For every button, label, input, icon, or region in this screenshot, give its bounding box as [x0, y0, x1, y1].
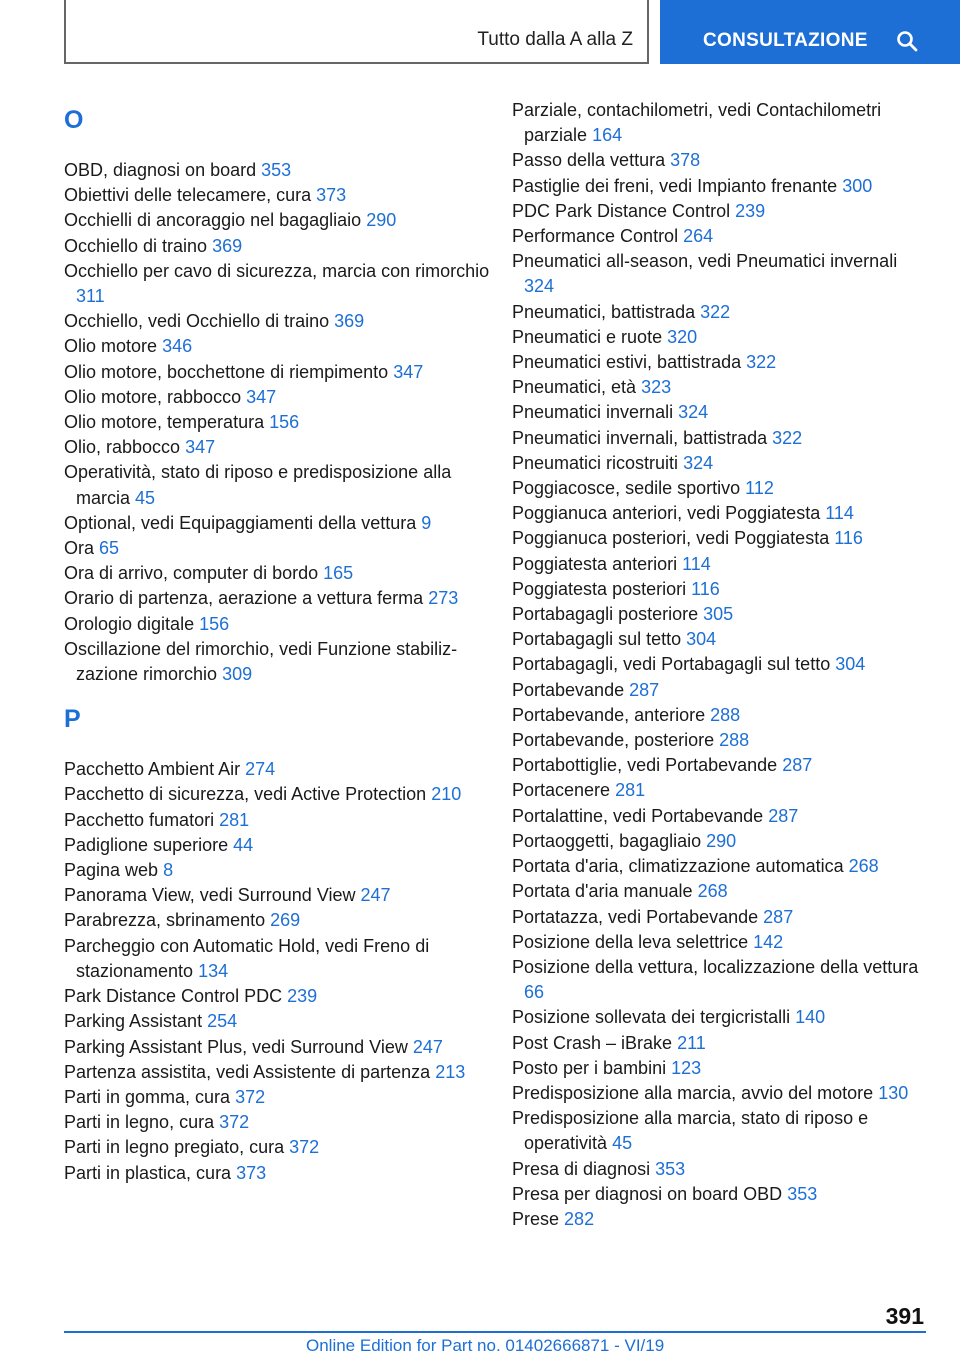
page-link[interactable]: 65	[99, 538, 120, 559]
page-link[interactable]: 211	[677, 1032, 706, 1053]
page-link[interactable]: 273	[428, 588, 459, 609]
entry-text: Pneumatici invernali, battistrada	[512, 427, 768, 448]
page-link[interactable]: 116	[834, 528, 863, 549]
index-entry	[512, 1056, 932, 1081]
page-link[interactable]: 369	[334, 311, 365, 332]
index-entry	[64, 158, 494, 183]
page-link[interactable]: 353	[261, 160, 292, 180]
page-link[interactable]: 287	[763, 906, 794, 927]
index-entry	[512, 854, 932, 879]
index-entry	[512, 1207, 932, 1232]
entry-text: Portabagagli posteriore	[512, 604, 699, 625]
index-entry	[64, 1161, 494, 1186]
entry-text: Prese	[512, 1208, 560, 1229]
page-link[interactable]: 247	[412, 1036, 443, 1057]
entry-text: Pacchetto di sicurezza, vedi Active Protection	[64, 784, 427, 805]
footer-divider	[64, 1331, 926, 1333]
page-link[interactable]: 290	[366, 210, 397, 231]
page-link[interactable]: 290	[706, 830, 737, 851]
entry-text: Passo della vettura	[512, 150, 666, 171]
page-number: 391	[885, 1303, 924, 1329]
entry-text: Poggianuca posteriori, vedi Poggiatesta	[512, 528, 830, 549]
page-link[interactable]: 254	[207, 1011, 238, 1032]
page-link[interactable]: 156	[199, 613, 230, 634]
page-link[interactable]: 140	[795, 1007, 826, 1028]
entry-text: Optional, vedi Equipaggiamenti della vettura	[64, 512, 417, 533]
entry-text: Portata d'aria, climatizzazione automatica	[512, 856, 844, 877]
page-link[interactable]: 123	[671, 1057, 702, 1078]
entry-text: Parcheggio con Automatic Hold, vedi Freno di stazionamento	[64, 935, 430, 981]
index-entry	[64, 637, 494, 687]
entry-text: Pneumatici ricostruiti	[512, 452, 679, 473]
page-link[interactable]: 300	[842, 175, 873, 196]
index-entry	[64, 360, 494, 385]
index-entry	[512, 148, 932, 173]
page-link[interactable]: 45	[612, 1133, 633, 1154]
page-link[interactable]: 347	[185, 437, 216, 458]
page-link[interactable]: 324	[683, 452, 714, 473]
index-entry	[512, 879, 932, 904]
entry-text: Post Crash – iBrake	[512, 1032, 673, 1053]
entry-text: Portabevande, posteriore	[512, 730, 715, 751]
index-entry	[512, 1081, 932, 1106]
entry-text: PDC Park Distance Control	[512, 200, 731, 221]
breadcrumb-tab[interactable]	[64, 0, 649, 64]
index-entry	[512, 325, 932, 350]
index-entry	[64, 858, 494, 883]
index-entry	[512, 577, 932, 602]
page-link[interactable]: 287	[629, 679, 660, 700]
entry-text: Portaoggetti, bagagliaio	[512, 830, 702, 851]
index-column-right	[512, 98, 932, 1232]
entry-text: Portabagagli, vedi Portabagagli sul tetto	[512, 654, 831, 675]
index-entry	[512, 552, 932, 577]
index-entry	[64, 833, 494, 858]
search-icon[interactable]	[896, 30, 918, 52]
entry-text: Portabevande	[512, 679, 625, 700]
section-label: CONSULTAZIONE	[703, 30, 868, 51]
footer-edition: Online Edition for Part no. 01402666871 - VI/19	[306, 1336, 665, 1355]
entry-text: Pastiglie dei freni, vedi Impianto frenante	[512, 175, 838, 196]
index-entry	[64, 561, 494, 586]
index-entry	[512, 652, 932, 677]
index-entry	[512, 249, 932, 299]
page-link[interactable]: 373	[316, 185, 347, 206]
index-entry	[64, 259, 494, 309]
entry-text: Ora	[64, 538, 95, 559]
entry-text: Occhiello di traino	[64, 235, 208, 256]
index-entry	[512, 930, 932, 955]
index-list-p-right	[512, 98, 932, 1232]
entry-text: Parabrezza, sbrinamento	[64, 910, 266, 931]
index-entry	[64, 908, 494, 933]
entry-text: Posto per i bambini	[512, 1057, 667, 1078]
entry-text: Pagina web	[64, 860, 159, 881]
page-link[interactable]: 8	[163, 860, 174, 881]
page-link[interactable]: 282	[564, 1208, 595, 1229]
entry-text: Predisposizione alla marcia, avvio del motore	[512, 1082, 874, 1103]
page-link[interactable]: 134	[198, 960, 229, 981]
page-link[interactable]: 287	[768, 805, 799, 826]
page-link[interactable]: 287	[782, 755, 813, 776]
entry-text: Partenza assistita, vedi Assistente di partenza	[64, 1061, 431, 1082]
index-entry	[64, 883, 494, 908]
page-link[interactable]: 378	[670, 150, 701, 171]
index-entry	[512, 627, 932, 652]
index-entry	[64, 1009, 494, 1034]
page-link[interactable]: 288	[710, 704, 741, 725]
page-link[interactable]: 281	[615, 780, 646, 801]
index-entry	[64, 410, 494, 435]
entry-text: Presa di diagnosi	[512, 1158, 651, 1179]
index-entry	[512, 174, 932, 199]
entry-text: Pneumatici estivi, battistrada	[512, 352, 742, 373]
entry-text: Portabottiglie, vedi Portabevande	[512, 755, 778, 776]
entry-text: Parti in legno, cura	[64, 1112, 215, 1133]
index-entry	[512, 224, 932, 249]
index-entry	[512, 703, 932, 728]
entry-text: Olio motore, rabbocco	[64, 386, 242, 407]
page-link[interactable]: 213	[435, 1061, 466, 1082]
page-link[interactable]: 210	[431, 784, 462, 805]
entry-text: Padiglione superiore	[64, 834, 229, 855]
page-link[interactable]: 305	[703, 604, 734, 625]
page-link[interactable]: 369	[212, 235, 243, 256]
entry-text: Portabevande, anteriore	[512, 704, 706, 725]
entry-text: Olio, rabbocco	[64, 437, 181, 458]
page-link[interactable]: 373	[236, 1162, 267, 1183]
entry-text: Posizione della vettura, localizzazione della vettura	[512, 956, 919, 977]
entry-text: Presa per diagnosi on board OBD	[512, 1183, 783, 1204]
page-link[interactable]: 274	[245, 759, 276, 780]
entry-text: Parti in legno pregiato, cura	[64, 1137, 285, 1158]
index-entry	[512, 451, 932, 476]
entry-text: Portacenere	[512, 780, 611, 801]
index-entry	[64, 511, 494, 536]
page-link[interactable]: 112	[745, 478, 774, 499]
index-entry	[512, 829, 932, 854]
entry-text: Orologio digitale	[64, 613, 195, 634]
page-link[interactable]: 164	[592, 125, 623, 146]
index-entry	[512, 476, 932, 501]
index-list-p-left	[64, 747, 494, 1185]
page-link[interactable]: 322	[772, 427, 803, 448]
index-entry	[512, 98, 932, 148]
index-entry	[64, 183, 494, 208]
page-link[interactable]: 311	[76, 286, 105, 307]
page-link[interactable]: 347	[393, 361, 424, 382]
index-entry	[64, 757, 494, 782]
index-entry	[512, 426, 932, 451]
index-entry	[64, 1085, 494, 1110]
entry-text: Pneumatici e ruote	[512, 326, 663, 347]
page-link[interactable]: 268	[848, 856, 879, 877]
entry-text: Parziale, contachilometri, vedi Contachilometri parziale	[512, 100, 882, 146]
index-entry	[512, 1005, 932, 1030]
page-link[interactable]: 130	[878, 1082, 909, 1103]
index-entry	[512, 375, 932, 400]
page-link[interactable]: 66	[524, 982, 545, 1003]
index-entry	[512, 804, 932, 829]
page-link[interactable]: 322	[700, 301, 731, 322]
index-entry	[512, 602, 932, 627]
index-column-left	[64, 98, 494, 1186]
index-entry	[512, 1182, 932, 1207]
entry-text: Pneumatici, battistrada	[512, 301, 696, 322]
page-link[interactable]: 323	[641, 377, 672, 398]
index-entry	[512, 1157, 932, 1182]
entry-text: Posizione della leva selettrice	[512, 931, 749, 952]
page-link[interactable]: 304	[686, 629, 717, 650]
index-entry	[64, 1035, 494, 1060]
entry-text: Poggiatesta posteriori	[512, 578, 687, 599]
page-link[interactable]: 114	[682, 553, 711, 574]
index-entry	[64, 934, 494, 984]
index-entry	[512, 300, 932, 325]
index-entry	[64, 782, 494, 807]
entry-text: Pacchetto fumatori	[64, 809, 215, 830]
index-entry	[64, 808, 494, 833]
index-entry	[512, 501, 932, 526]
index-entry	[512, 678, 932, 703]
page-link[interactable]: 165	[323, 563, 354, 584]
page-link[interactable]: 142	[753, 931, 784, 952]
index-entry	[512, 728, 932, 753]
index-entry	[512, 905, 932, 930]
index-entry	[64, 984, 494, 1009]
entry-text: Portatazza, vedi Portabevande	[512, 906, 759, 927]
entry-text: Operatività, stato di riposo e predisposizione alla marcia	[64, 462, 452, 508]
page-link[interactable]: 353	[787, 1183, 818, 1204]
entry-text: Parti in gomma, cura	[64, 1086, 231, 1107]
index-entry	[512, 778, 932, 803]
page-link[interactable]: 44	[233, 834, 254, 855]
entry-text: Occhiello per cavo di sicurezza, marcia con rimorchio	[64, 260, 490, 281]
entry-text: OBD, diagnosi on board	[64, 160, 257, 180]
entry-text: Parti in plastica, cura	[64, 1162, 232, 1183]
page-link[interactable]: 9	[421, 512, 432, 533]
section-letter-o: O	[64, 106, 84, 134]
page-link[interactable]: 116	[691, 578, 720, 599]
page-link[interactable]: 347	[246, 386, 277, 407]
page-link[interactable]: 309	[222, 664, 253, 685]
entry-text: Poggiacosce, sedile sportivo	[512, 478, 741, 499]
entry-text: Parking Assistant Plus, vedi Surround View	[64, 1036, 408, 1057]
index-entry	[512, 400, 932, 425]
breadcrumb[interactable]: Tutto dalla A alla Z	[477, 29, 633, 50]
page-link[interactable]: 346	[162, 336, 193, 357]
index-entry	[64, 234, 494, 259]
index-entry	[512, 1031, 932, 1056]
index-entry	[64, 1110, 494, 1135]
entry-text: Panorama View, vedi Surround View	[64, 885, 356, 906]
entry-text: Portata d'aria manuale	[512, 881, 693, 902]
entry-text: Obiettivi delle telecamere, cura	[64, 185, 312, 206]
entry-text: Portalattine, vedi Portabevande	[512, 805, 764, 826]
index-entry	[512, 350, 932, 375]
page-link[interactable]: 247	[360, 885, 391, 906]
page-link[interactable]: 114	[825, 503, 854, 524]
entry-text: Poggianuca anteriori, vedi Poggiatesta	[512, 503, 821, 524]
page-link[interactable]: 288	[719, 730, 750, 751]
index-entry	[512, 199, 932, 224]
index-entry	[64, 208, 494, 233]
entry-text: Oscillazione del rimorchio, vedi Funzione stabilizzazione rimorchio	[64, 638, 458, 685]
index-entry	[64, 385, 494, 410]
page-link[interactable]: 372	[235, 1086, 266, 1107]
page-link[interactable]: 372	[289, 1137, 320, 1158]
entry-text: Olio motore, bocchettone di riempimento	[64, 361, 389, 382]
entry-text: Performance Control	[512, 226, 679, 247]
entry-text: Orario di partenza, aerazione a vettura ferma	[64, 588, 424, 609]
index-entry	[64, 460, 494, 510]
entry-text: Pneumatici all-season, vedi Pneumatici invernali	[512, 251, 898, 272]
index-entry	[512, 1106, 932, 1156]
page-link[interactable]: 353	[655, 1158, 686, 1179]
entry-text: Posizione sollevata dei tergicristalli	[512, 1007, 791, 1028]
page-link[interactable]: 239	[287, 986, 318, 1007]
page-link[interactable]: 322	[746, 352, 777, 373]
index-entry	[64, 1060, 494, 1085]
page-link[interactable]: 324	[678, 402, 709, 423]
page-link[interactable]: 268	[697, 881, 728, 902]
page-link[interactable]: 264	[683, 226, 714, 247]
page-link[interactable]: 372	[219, 1112, 250, 1133]
index-entry	[64, 612, 494, 637]
entry-text: Poggiatesta anteriori	[512, 553, 678, 574]
page-link[interactable]: 320	[667, 326, 698, 347]
entry-text: Pneumatici, età	[512, 377, 637, 398]
entry-text: Predisposizione alla marcia, stato di riposo e operatività	[512, 1108, 869, 1154]
page-link[interactable]: 45	[135, 487, 156, 508]
entry-text: Occhiello, vedi Occhiello di traino	[64, 311, 330, 332]
section-letter-p: P	[64, 705, 81, 734]
entry-text: Pacchetto Ambient Air	[64, 759, 241, 780]
index-entry	[512, 526, 932, 551]
section-button[interactable]	[660, 0, 960, 64]
index-entry	[64, 536, 494, 561]
index-entry	[64, 334, 494, 359]
index-entry	[512, 753, 932, 778]
index-entry	[64, 309, 494, 334]
page-link[interactable]: 281	[219, 809, 250, 830]
index-entry	[64, 435, 494, 460]
page-link[interactable]: 239	[735, 200, 766, 221]
index-list-o	[64, 148, 494, 687]
index-entry	[512, 955, 932, 1005]
entry-text: Ora di arrivo, computer di bordo	[64, 563, 319, 584]
entry-text: Olio motore	[64, 336, 158, 357]
entry-text: Park Distance Control PDC	[64, 986, 283, 1007]
entry-text: Pneumatici invernali	[512, 402, 674, 423]
entry-text: Parking Assistant	[64, 1011, 203, 1032]
entry-text: Occhielli di ancoraggio nel bagagliaio	[64, 210, 362, 231]
index-entry	[64, 1135, 494, 1160]
page-link[interactable]: 304	[835, 654, 866, 675]
index-entry	[64, 586, 494, 611]
page-link[interactable]: 269	[270, 910, 301, 931]
page-link[interactable]: 324	[524, 276, 555, 297]
entry-text: Olio motore, temperatura	[64, 412, 265, 433]
page-link[interactable]: 156	[269, 412, 300, 433]
entry-text: Portabagagli sul tetto	[512, 629, 682, 650]
